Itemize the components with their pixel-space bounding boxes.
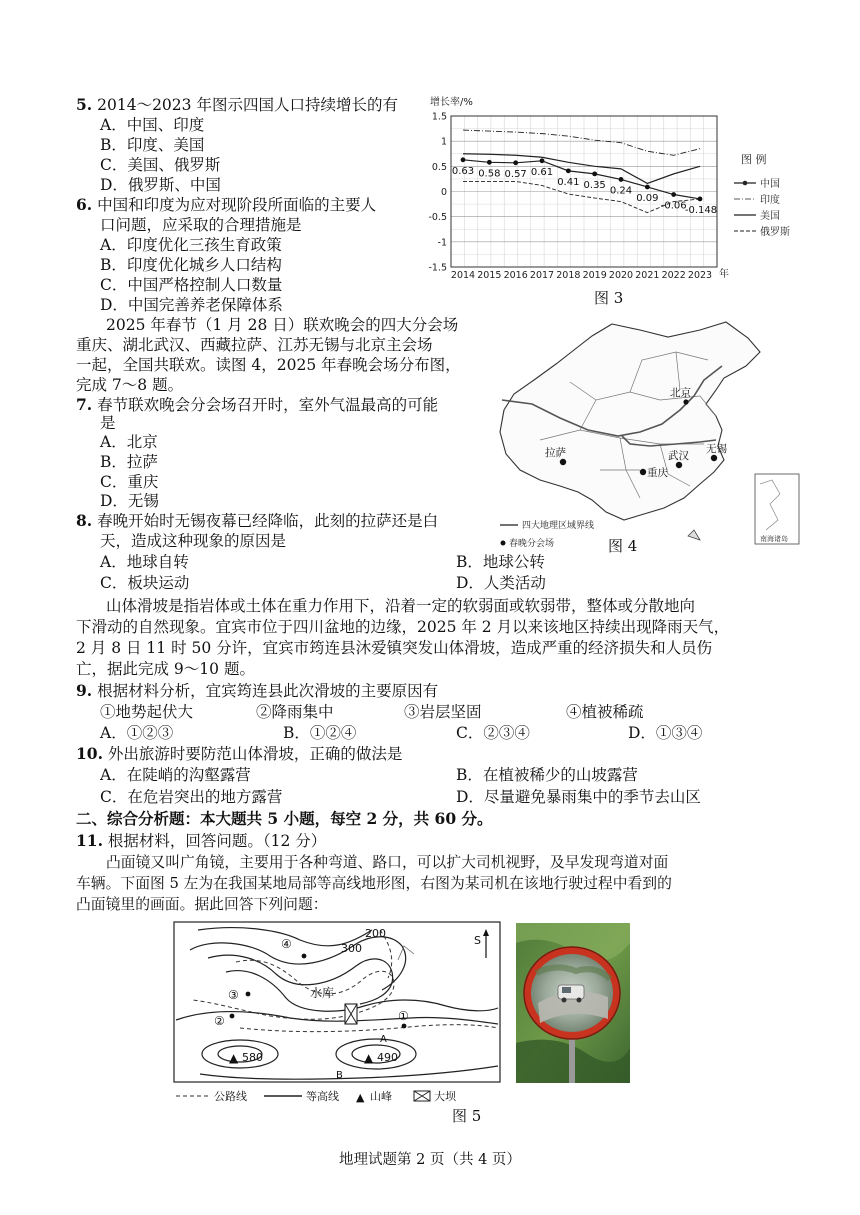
legend-label: 等高线 — [306, 1090, 339, 1103]
peak-icon: ▲ — [364, 1051, 374, 1065]
data-point — [487, 160, 492, 165]
q11-para: 凸面镜又叫广角镜，主要用于各种弯道、路口，可以扩大司机视野，及早发现弯道对面 — [106, 854, 669, 871]
data-label: 0.41 — [557, 176, 580, 188]
q5-option-b[interactable]: B．印度、美国 — [100, 136, 205, 154]
city-label: 拉萨 — [545, 447, 566, 459]
passage1-line: 完成 7～8 题。 — [76, 376, 184, 394]
section-heading: 二、综合分析题：本大题共 5 小题，每空 2 分，共 60 分。 — [76, 809, 493, 828]
q5-option-d[interactable]: D．俄罗斯、中国 — [100, 176, 221, 194]
figure-4-map — [494, 318, 806, 558]
legend-label: 山峰 — [370, 1090, 392, 1103]
q9-option-a[interactable]: A．①②③ — [100, 724, 174, 742]
figure-5-caption: 图 5 — [452, 1107, 482, 1125]
x-tick-label: 2016 — [503, 270, 528, 281]
x-tick-label: 2021 — [635, 270, 660, 281]
q8-option-c[interactable]: C．板块运动 — [100, 574, 190, 592]
figure-3-caption: 图 3 — [594, 289, 624, 307]
q6-option-d[interactable]: D．中国完善养老保障体系 — [100, 296, 283, 314]
city-label: 武汉 — [668, 450, 689, 462]
data-label: 0.35 — [583, 179, 606, 191]
y-tick-label: 1 — [440, 136, 447, 148]
passage2-line: 亡，据此完成 9～10 题。 — [76, 660, 255, 678]
city-label: 北京 — [670, 387, 691, 399]
q8-option-b[interactable]: B．地球公转 — [456, 553, 545, 571]
y-tick-label: -1.5 — [428, 262, 447, 274]
series-line — [463, 130, 700, 155]
q7-stem-cont: 是 — [100, 414, 116, 432]
q10-option-b[interactable]: B．在植被稀少的山坡露营 — [456, 766, 638, 784]
peak-elevation: 580 — [242, 1051, 263, 1064]
city-marker-wuxi — [711, 455, 717, 461]
q5-option-c[interactable]: C．美国、俄罗斯 — [100, 156, 221, 174]
city-marker-beijing — [683, 399, 688, 404]
peak-icon: ▲ — [229, 1051, 239, 1065]
x-tick-label: 2017 — [529, 270, 555, 281]
q6-stem: 6. 中国和印度为应对现阶段所面临的主要人 — [76, 195, 377, 214]
q6-option-a[interactable]: A．印度优化三孩生育政策 — [100, 236, 282, 254]
x-tick-label: 2020 — [608, 270, 634, 281]
point-marker: ④ — [281, 937, 292, 951]
x-tick-label: 2019 — [582, 270, 607, 281]
x-tick-label: 2023 — [687, 270, 713, 281]
q10-stem: 10. 外出旅游时要防范山体滑坡，正确的做法是 — [76, 744, 403, 763]
legend-label: 印度 — [760, 195, 780, 206]
data-point — [698, 197, 703, 202]
reservoir-label: 水库 — [310, 986, 335, 1000]
q10-option-c[interactable]: C．在危岩突出的地方露营 — [100, 788, 283, 806]
q9-item: ③岩层坚固 — [404, 703, 482, 721]
china-outline — [500, 322, 760, 520]
q9-stem: 9. 根据材料分析，宜宾筠连县此次滑坡的主要原因有 — [76, 681, 439, 700]
q11-stem: 11. 根据材料，回答问题。（12 分） — [76, 831, 327, 850]
city-label: 无锡 — [706, 443, 727, 455]
x-tick-label: 2015 — [477, 270, 502, 281]
x-tick-label: 2014 — [450, 270, 476, 281]
data-label: 0.58 — [478, 168, 501, 180]
legend-label: 四大地理区域界线 — [522, 521, 595, 531]
city-label: 重庆 — [647, 467, 668, 479]
legend — [734, 177, 790, 238]
data-label: 0.61 — [530, 166, 554, 178]
q9-option-c[interactable]: C．②③④ — [456, 724, 530, 742]
passage2-line: 山体滑坡是指岩体或土体在重力作用下，沿着一定的软弱面或软弱带，整体或分散地向 — [106, 597, 696, 615]
data-point — [461, 157, 466, 162]
data-point — [566, 168, 571, 173]
passage1-line: 2025 年春节（1 月 28 日）联欢晚会的四大分会场 — [106, 316, 459, 334]
q9-option-b[interactable]: B．①②④ — [283, 724, 357, 742]
data-point — [671, 192, 676, 197]
data-point — [619, 177, 624, 182]
south-china-sea-inset — [755, 474, 799, 544]
legend-label: 公路线 — [214, 1090, 247, 1103]
data-label: -0.06 — [660, 200, 687, 212]
peak-icon: ▲ — [356, 1091, 365, 1104]
peak-elevation: 490 — [377, 1051, 398, 1064]
data-label: 0.63 — [451, 165, 475, 177]
q5-option-a[interactable]: A．中国、印度 — [100, 116, 205, 134]
q11-para: 车辆。下面图 5 左为在我国某地局部等高线地形图，右图为某司机在该地行驶过程中看到的 — [76, 875, 672, 892]
y-tick-label: 0 — [440, 187, 447, 198]
city-marker-lhasa — [560, 459, 566, 465]
data-label: 0.57 — [504, 168, 527, 180]
data-label: -0.148 — [684, 204, 718, 216]
point-marker: ① — [398, 1009, 409, 1023]
inset-label: 南海诸岛 — [760, 535, 788, 543]
q8-stem: 8. 春晚开始时无锡夜幕已经降临，此刻的拉萨还是白 — [76, 511, 439, 530]
q7-option-a[interactable]: A．北京 — [100, 433, 158, 451]
y-tick-label: -0.5 — [428, 212, 447, 224]
q6-option-c[interactable]: C．中国严格控制人口数量 — [100, 276, 283, 294]
y-tick-label: -1 — [437, 237, 447, 249]
passage1-line: 一起，全国共联欢。读图 4，2025 年春晚会场分布图， — [76, 356, 461, 374]
y-axis-label: 增长率/% — [430, 97, 473, 108]
q9-option-d[interactable]: D．①③④ — [628, 724, 703, 742]
legend-label: 美国 — [760, 211, 780, 222]
q7-option-b[interactable]: B．拉萨 — [100, 453, 158, 471]
q6-stem-cont: 口问题，应采取的合理措施是 — [100, 216, 302, 234]
legend-label: 中国 — [760, 179, 780, 190]
contour-label: 200 — [365, 927, 386, 940]
y-tick-label: 1.5 — [431, 111, 447, 123]
q8-option-d[interactable]: D．人类活动 — [456, 574, 546, 592]
legend-label: 春晚分会场 — [509, 539, 555, 549]
y-tick-label: 0.5 — [431, 161, 447, 173]
data-label: 0.24 — [609, 185, 633, 197]
data-point — [513, 160, 518, 165]
figure-4-caption: 图 4 — [608, 537, 638, 555]
figure-5-contour-map — [172, 920, 502, 1110]
q7-option-d[interactable]: D．无锡 — [100, 492, 159, 510]
passage2-line: 下滑动的自然现象。宜宾市位于四川盆地的边缘，2025 年 2 月以来该地区持续出现降雨天气， — [76, 618, 730, 636]
q9-item: ②降雨集中 — [256, 703, 334, 721]
q11-para: 凸面镜里的画面。据此回答下列问题： — [76, 896, 328, 913]
q10-option-a[interactable]: A．在陡峭的沟壑露营 — [100, 766, 251, 784]
data-point — [645, 185, 650, 190]
contour-label: 300 — [341, 942, 362, 955]
legend-label: 俄罗斯 — [760, 227, 790, 238]
page-footer: 地理试题第 2 页（共 4 页） — [339, 1152, 521, 1168]
q9-item: ①地势起伏大 — [100, 703, 194, 721]
q7-option-c[interactable]: C．重庆 — [100, 473, 159, 491]
legend-label: 大坝 — [434, 1090, 456, 1103]
convex-mirror-photo — [516, 923, 630, 1083]
figure-3-chart — [420, 92, 790, 312]
x-tick-label: 2018 — [556, 270, 581, 281]
x-tick-label: 2022 — [661, 270, 686, 281]
passage1-line: 重庆、湖北武汉、西藏拉萨、江苏无锡与北京主会场 — [76, 336, 433, 354]
city-marker-wuhan — [676, 462, 682, 468]
data-point — [540, 158, 545, 163]
series-line — [463, 160, 700, 199]
data-point — [592, 171, 597, 176]
data-label: 0.09 — [636, 192, 659, 204]
point-marker: ② — [214, 1014, 225, 1028]
q7-stem: 7. 春节联欢晚会分会场召开时，室外气温最高的可能 — [76, 395, 439, 414]
q5-stem: 5. 2014～2023 年图示四国人口持续增长的有 — [76, 95, 398, 114]
q10-option-d[interactable]: D．尽量避免暴雨集中的季节去山区 — [456, 788, 701, 806]
point-marker: ③ — [228, 988, 239, 1002]
point-label-a: A — [380, 1034, 387, 1045]
x-axis-label: 年 — [719, 269, 729, 280]
legend-title: 图 例 — [741, 153, 767, 166]
point-label-b: B — [336, 1070, 343, 1081]
q8-option-a[interactable]: A．地球自转 — [100, 553, 189, 571]
q9-item: ④植被稀疏 — [566, 703, 644, 721]
q6-option-b[interactable]: B．印度优化城乡人口结构 — [100, 256, 282, 274]
north-label: S — [474, 934, 481, 947]
q8-stem-cont: 天，造成这种现象的原因是 — [100, 532, 287, 550]
passage2-line: 2 月 8 日 11 时 50 分许，宜宾市筠连县沐爱镇突发山体滑坡，造成严重的经济损失和人员伤 — [76, 639, 713, 657]
city-marker-chongqing — [640, 469, 646, 475]
